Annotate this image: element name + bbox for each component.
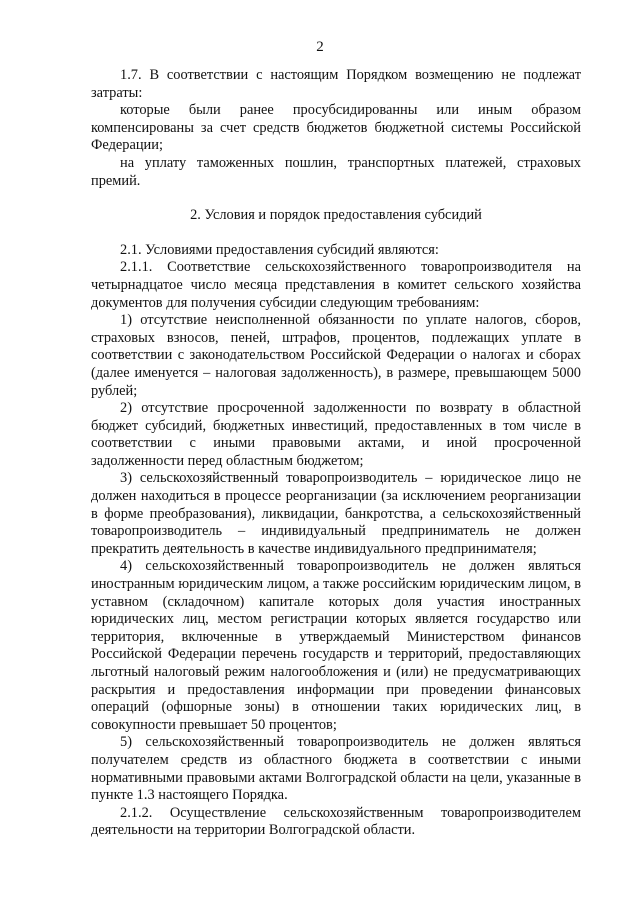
paragraph-subsidized-costs: которые были ранее просубсидированны или иным образом компенсированы за счет средств бюджетов бюджетной системы Российской Федерации; bbox=[91, 102, 581, 154]
requirement-5: 5) сельскохозяйственный товаропроизводитель не должен являться получателем средств из областного бюджета в соответствии с иными нормативными правовыми актами Волгоградской области на цели, указанные в пункте 1.3 настоящего Порядка. bbox=[91, 734, 581, 804]
paragraph-2-1: 2.1. Условиями предоставления субсидий являются: bbox=[120, 241, 439, 258]
requirement-1: 1) отсутствие неисполненной обязанности по уплате налогов, сборов, страховых взносов, пеней, штрафов, процентов, подлежащих уплате в соответствии с законодательством Российской Федерации о налогах и сборах (далее именуется – налоговая задолженность), в размере, превышающем 5000 рублей; bbox=[91, 312, 581, 399]
paragraph-customs-duties: на уплату таможенных пошлин, транспортных платежей, страховых премий. bbox=[91, 154, 581, 189]
document-body bbox=[91, 67, 581, 840]
paragraph-1-7: 1.7. В соответствии с настоящим Порядком возмещению не подлежат затраты: bbox=[91, 67, 581, 101]
requirement-3: 3) сельскохозяйственный товаропроизводитель – юридическое лицо не должен находиться в процессе реорганизации (за исключением реорганизации в форме преобразования), ликвидации, банкротства, а сельскохозяйственный товаропроизводитель – индивидуальный предприниматель не должен прекратить деятельность в качестве индивидуального предпринимателя; bbox=[91, 470, 581, 557]
requirement-4: 4) сельскохозяйственный товаропроизводитель не должен являться иностранным юридическим лицом, а также российским юридическим лицом, в уставном (складочном) капитале которых доля участия иностранных юридических лиц, местом регистрации которых является государство или территория, включенные в утверждаемый Министерством финансов Российской Федерации перечень государств и территорий, предоставляющих льготный налоговый режим налогообложения и (или) не предусматривающих раскрытия и предоставления информации при проведении финансовых операций (офшорные зоны) в отношении таких юридических лиц, в совокупности превышает 50 процентов; bbox=[91, 558, 581, 733]
page-number: 2 bbox=[316, 39, 324, 55]
paragraph-2-1-1: 2.1.1. Соответствие сельскохозяйственного товаропроизводителя на четырнадцатое число месяца представления в комитет сельского хозяйства документов для получения субсидии следующим требованиям: bbox=[91, 259, 581, 311]
paragraph-2-1-2: 2.1.2. Осуществление сельскохозяйственным товаропроизводителем деятельности на территории Волгоградской области. bbox=[91, 804, 581, 839]
section-heading: 2. Условия и порядок предоставления субсидий bbox=[190, 207, 482, 224]
requirement-2: 2) отсутствие просроченной задолженности по возврату в областной бюджет субсидий, бюджетных инвестиций, предоставленных в том числе в соответствии с иными правовыми актами, и иной просроченной задолженности перед областным бюджетом; bbox=[91, 400, 581, 469]
